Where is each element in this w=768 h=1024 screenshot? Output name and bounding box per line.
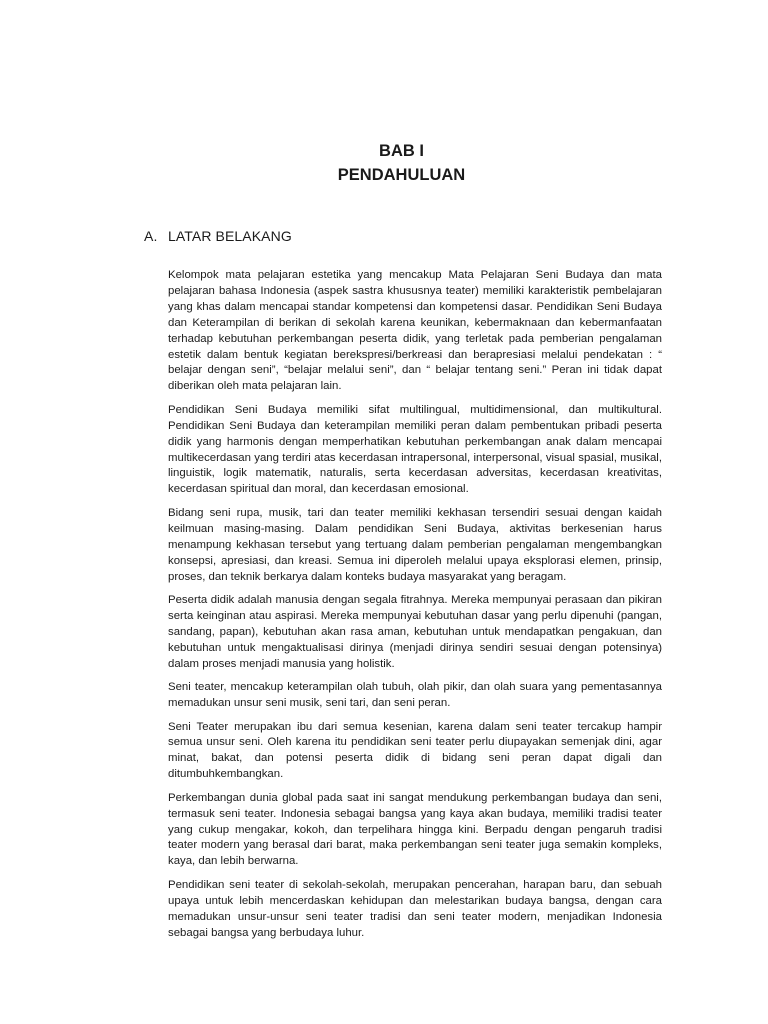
section-letter: A. bbox=[144, 228, 158, 244]
chapter-number: BAB I bbox=[379, 142, 424, 160]
body-text bbox=[168, 268, 662, 949]
paragraph: Peserta didik adalah manusia dengan segala fitrahnya. Mereka mempunyai perasaan dan pikiran serta keinginan atau aspirasi. Mereka mempunyai kebutuhan dasar yang perlu dipenuhi (pangan, sandang, papan), kebutuhan akan rasa aman, kebutuhan untuk mendapatkan pengakuan, dan kebutuhan untuk mengaktualisasi dirinya (menjadi dirinya sendiri sesuai dengan potensinya) dalam proses menjadi manusia yang holistik. bbox=[168, 594, 662, 670]
paragraph: Pendidikan Seni Budaya memiliki sifat multilingual, multidimensional, dan multikultural. Pendidikan Seni Budaya dan keterampilan memiliki peran dalam pembentukan pribadi peserta didik yang harmonis dengan memperhatikan kebutuhan perkembangan anak dalam mencapai multikecerdasan yang terdiri atas kecerdasan intrapersonal, interpersonal, visual spasial, musikal, linguistik, logik matematik, naturalis, serta kecerdasan adversitas, kecerdasan kreativitas, kecerdasan spiritual dan moral, dan kecerdasan emosional. bbox=[168, 403, 662, 496]
paragraph: Perkembangan dunia global pada saat ini sangat mendukung perkembangan budaya dan seni, termasuk seni teater. Indonesia sebagai bangsa yang kaya akan budaya, memiliki tradisi teater yang cukup mengakar, kokoh, dan terpelihara hingga kini. Berpadu dengan pengaruh tradisi teater modern yang berasal dari barat, maka perkembangan seni teater juga semakin kompleks, kaya, dan lebih berwarna. bbox=[168, 791, 662, 868]
paragraph: Kelompok mata pelajaran estetika yang mencakup Mata Pelajaran Seni Budaya dan mata pelajaran bahasa Indonesia (aspek sastra khususnya teater) memiliki karakteristik pembelajaran yang khas dalam mencapai standar kompetensi dan kompetensi dasar. Pendidikan Seni Budaya dan Keterampilan di berikan di sekolah karena keunikan, kebermaknaan dan kebermanfaatan terhadap kebutuhan perkembangan peserta didik, yang terletak pada pemberian pengalaman estetik dalam bentuk kegiatan berekspresi/berkreasi dan berapresiasi melalui pendekatan : “ belajar dengan seni”, “belajar melalui seni”, dan “ belajar tentang seni.” Peran ini tidak dapat diberikan oleh mata pelajaran lain. bbox=[168, 269, 662, 393]
chapter-heading bbox=[0, 139, 768, 187]
chapter-title: PENDAHULUAN bbox=[337, 166, 466, 184]
section-title: LATAR BELAKANG bbox=[168, 228, 292, 244]
paragraph: Seni Teater merupakan ibu dari semua kesenian, karena dalam seni teater tercakup hampir semua unsur seni. Oleh karena itu pendidikan seni teater perlu diupayakan semenjak dini, agar minat, bakat, dan potensi peserta didik di bidang seni peran dapat digali dan ditumbuhkembangkan. bbox=[168, 720, 662, 781]
paragraph: Pendidikan seni teater di sekolah-sekolah, merupakan pencerahan, harapan baru, dan sebuah upaya untuk lebih mencerdaskan kehidupan dan melestarikan budaya bangsa, dengan cara memadukan unsur-unsur seni teater tradisi dan seni teater modern, menjadikan Indonesia sebagai bangsa yang berbudaya luhur. bbox=[168, 878, 662, 939]
paragraph: Bidang seni rupa, musik, tari dan teater memiliki kekhasan tersendiri sesuai dengan kaidah keilmuan masing-masing. Dalam pendidikan Seni Budaya, aktivitas berkesenian harus menampung kekhasan tersebut yang tertuang dalam pemberian pengalaman mengembangkan konsepsi, apresiasi, dan kreasi. Semua ini diperoleh melalui upaya eksplorasi elemen, prinsip, proses, dan teknik berkarya dalam konteks budaya masyarakat yang beragam. bbox=[168, 506, 662, 583]
paragraph: Seni teater, mencakup keterampilan olah tubuh, olah pikir, dan olah suara yang pementasannya memadukan unsur seni musik, seni tari, dan seni peran. bbox=[168, 681, 662, 710]
section-heading bbox=[144, 228, 292, 244]
